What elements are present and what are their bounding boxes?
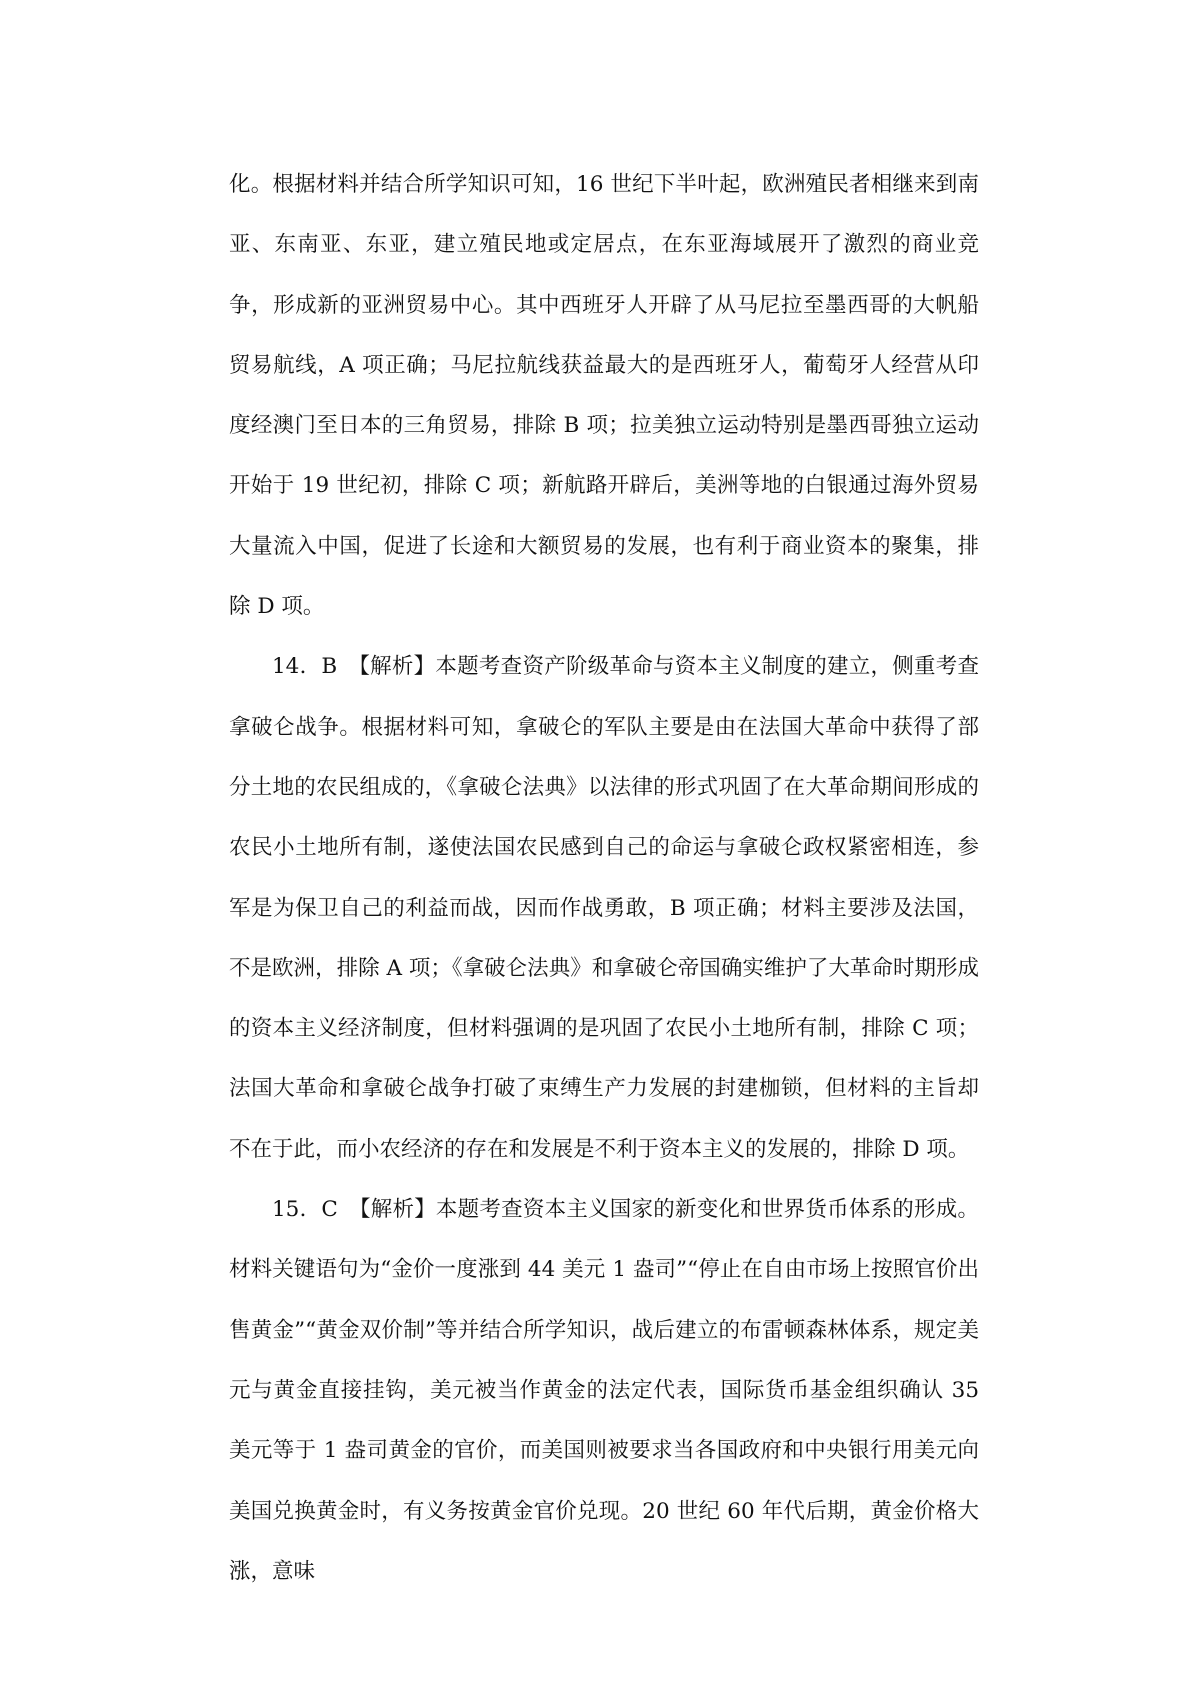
answer-paragraph-14 — [229, 637, 979, 1180]
document-page — [229, 155, 979, 1602]
answer-paragraph-13-continued — [229, 155, 979, 637]
answer-paragraph-15 — [229, 1180, 979, 1602]
question-number: 14．B — [272, 654, 360, 680]
paragraph-text: 【解析】本题考查资产阶级革命与资本主义制度的建立，侧重考查拿破仑战争。根据材料可知，拿破仑的军队主要是由在法国大革命中获得了部分土地的农民组成的，《拿破仑法典》以法律的形式巩固了在大革命期间形成的农民小土地所有制，遂使法国农民感到自己的命运与拿破仑政权紧密相连，参军是为保卫自己的利益而战，因而作战勇敢，B 项正确；材料主要涉及法国，不是欧洲，排除 A 项；《拿破仑法典》和拿破仑帝国确实维护了大革命时期形成的资本主义经济制度，但材料强调的是巩固了农民小土地所有制，排除 C 项；法国大革命和拿破仑战争打破了束缚生产力发展的封建枷锁，但材料的主旨却不在于此，而小农经济的存在和发展是不利于资本主义的发展的，排除 D 项。 — [229, 654, 979, 1162]
paragraph-text: 【解析】本题考查资本主义国家的新变化和世界货币体系的形成。材料关键语句为“金价一度涨到 44 美元 1 盎司”“停止在自由市场上按照官价出售黄金”“黄金双价制”等并结合所学知识，战后建立的布雷顿森林体系，规定美元与黄金直接挂钩，美元被当作黄金的法定代表，国际货币基金组织确认 35 美元等于 1 盎司黄金的官价，而美国则被要求当各国政府和中央银行用美元向美国兑换黄金时，有义务按黄金官价兑现。20 世纪 60 年代后期，黄金价格大涨，意味 — [229, 1197, 979, 1584]
question-number: 15．C — [272, 1197, 360, 1223]
paragraph-text: 化。根据材料并结合所学知识可知，16 世纪下半叶起，欧洲殖民者相继来到南亚、东南亚、东亚，建立殖民地或定居点，在东亚海域展开了激烈的商业竞争，形成新的亚洲贸易中心。其中西班牙人开辟了从马尼拉至墨西哥的大帆船贸易航线，A 项正确；马尼拉航线获益最大的是西班牙人，葡萄牙人经营从印度经澳门至日本的三角贸易，排除 B 项；拉美独立运动特别是墨西哥独立运动开始于 19 世纪初，排除 C 项；新航路开辟后，美洲等地的白银通过海外贸易大量流入中国，促进了长途和大额贸易的发展，也有利于商业资本的聚集，排除 D 项。 — [229, 172, 979, 620]
